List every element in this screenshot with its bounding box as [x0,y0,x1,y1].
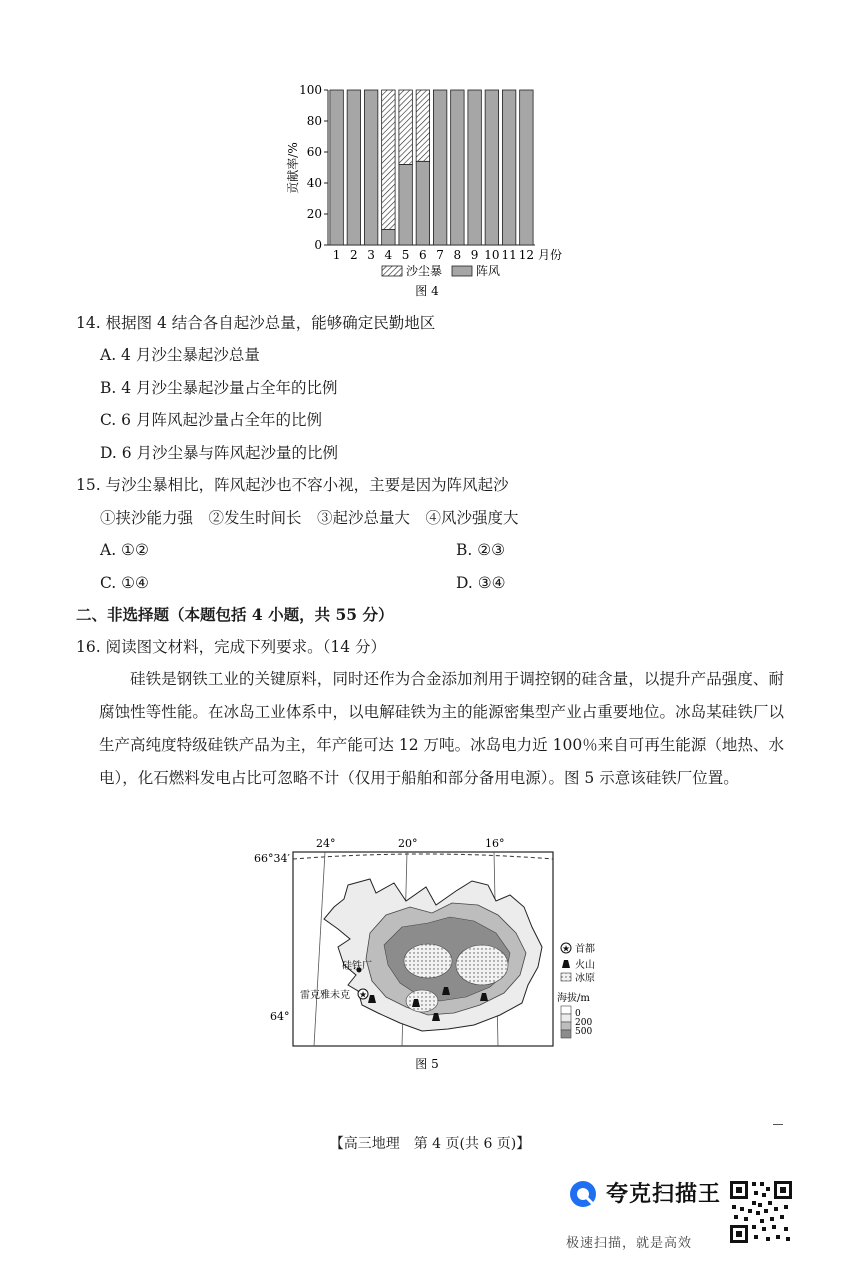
bar-gust-7 [433,90,446,245]
bar-gust-12 [520,90,533,245]
legend-label-sandstorm: 沙尘暴 [406,264,443,278]
legend-capital-star-icon: ★ [561,944,571,955]
chart-caption: 图 4 [415,284,439,298]
q15-option-a: A. ①② [100,541,149,559]
page-corner-dash [773,1124,783,1125]
legend-glacier-swatch [561,973,571,981]
legend-swatch-gust [452,266,472,276]
lon-label-16: 16° [485,837,505,850]
x-tick-label-5: 5 [401,248,410,262]
x-tick-label-11: 11 [501,248,517,262]
legend-elevation-200 [561,1014,571,1022]
y-tick-label: 20 [306,207,322,221]
y-tick-label: 100 [299,83,322,97]
y-tick-label: 40 [306,176,322,190]
q14-stem: 14. 根据图 4 结合各自起沙总量，能够确定民勤地区 [76,314,436,332]
x-tick-label-2: 2 [350,248,358,262]
legend-elevation-500 [561,1022,571,1030]
lat-label-66-34: 66°34′ [254,852,290,865]
x-tick-label-12: 12 [518,248,535,262]
map-legend [557,942,595,1038]
glacier-vatnajokull [456,945,508,985]
capital-star-icon: ★ [358,990,368,1001]
bar-gust-3 [364,90,377,245]
map-caption: 图 5 [415,1057,439,1071]
legend-swatch-sandstorm [382,266,402,276]
y-tick-label: 60 [306,145,322,159]
label-reykjavik: 雷克雅未克 [300,990,350,1001]
legend-elevation-high [561,1030,571,1038]
x-tick-label-3: 3 [367,248,375,262]
x-tick-label-8: 8 [453,248,462,262]
bar-gust-4 [382,230,395,246]
bar-sandstorm-6 [416,90,429,161]
lat-label-64: 64° [270,1010,290,1023]
q15-option-b: B. ②③ [456,541,506,559]
figure-5-map [252,835,612,1075]
bar-gust-11 [502,90,515,245]
q14-option-b: B. 4 月沙尘暴起沙量占全年的比例 [100,379,338,397]
q16-stem: 16. 阅读图文材料，完成下列要求。（14 分） [76,638,386,656]
legend-elevation-title: 海拔/m [557,993,590,1004]
lon-label-24: 24° [316,837,336,850]
glacier-myrdalsjokull [406,990,438,1012]
legend-elevation-label-500: 500 [575,1027,593,1037]
bar-gust-2 [347,90,360,245]
q14-option-a: A. 4 月沙尘暴起沙总量 [100,346,260,364]
brand-name: 夸克扫描王 [606,1182,722,1207]
legend-volcano-icon [562,960,570,968]
bar-gust-8 [451,90,464,245]
chart-x-axis-label: 月份 [538,248,563,262]
figure-4-chart [280,78,600,308]
bar-gust-9 [468,90,481,245]
glacier-langjokull [404,944,452,978]
chart-y-axis-label: 贡献率/% [286,142,300,194]
q15-items: ①挟沙能力强 ②发生时间长 ③起沙总量大 ④风沙强度大 [100,509,519,527]
q14-option-d: D. 6 月沙尘暴与阵风起沙量的比例 [100,444,339,462]
legend-glacier-label: 冰原 [575,973,595,984]
legend-label-gust: 阵风 [476,264,501,278]
bar-sandstorm-4 [382,90,395,230]
page-footer: 【高三地理 第 4 页(共 6 页)】 [329,1136,531,1152]
quark-logo-icon [568,1179,598,1209]
brand-slogan: 极速扫描，就是高效 [566,1236,693,1251]
x-tick-label-6: 6 [419,248,427,262]
x-tick-label-9: 9 [470,248,479,262]
bar-gust-6 [416,161,429,245]
y-tick-label: 0 [314,238,322,252]
x-tick-label-1: 1 [332,248,341,262]
q16-material: 硅铁是钢铁工业的关键原料，同时还作为合金添加剂用于调控钢的硅含量，以提升产品强度、耐腐蚀性等性能。在冰岛工业体系中，以电解硅铁为主的能源密集型产业占重要地位。冰岛某硅铁厂以生产高纯度特级硅铁产品为主，年产能可达 12 万吨。冰岛电力近 100％来自可再生能源（地热、水电），化石燃料发电占比可忽略不计（仅用于船舶和部分备用电源）。图 5 示意该硅铁厂位置。 [99,670,784,787]
x-tick-label-10: 10 [484,248,500,262]
section-2-heading: 二、非选择题（本题包括 4 小题，共 55 分） [76,605,394,624]
y-tick-label: 80 [306,114,322,128]
legend-elevation-0 [561,1006,571,1014]
chart-legend [382,263,500,278]
qr-code-icon[interactable] [728,1179,794,1245]
lon-label-20: 20° [398,837,418,850]
x-tick-label-7: 7 [436,248,444,262]
legend-elevation-label-0: 0 [575,1009,581,1019]
q15-option-c: C. ①④ [100,574,149,592]
x-tick-label-4: 4 [384,248,393,262]
legend-volcano-label: 火山 [575,960,595,971]
q14-option-c: C. 6 月阵风起沙量占全年的比例 [100,411,322,429]
q15-stem: 15. 与沙尘暴相比，阵风起沙也不容小视，主要是因为阵风起沙 [76,476,509,494]
bar-sandstorm-5 [399,90,412,164]
legend-elevation-label-200: 200 [575,1018,593,1028]
q15-option-d: D. ③④ [456,574,506,592]
bar-gust-5 [399,164,412,245]
bar-gust-1 [330,90,343,245]
bar-gust-10 [485,90,498,245]
scanner-watermark [566,1175,796,1265]
legend-capital-label: 首都 [575,944,595,955]
label-ferrosilicon-plant: 硅铁厂 [342,961,372,972]
